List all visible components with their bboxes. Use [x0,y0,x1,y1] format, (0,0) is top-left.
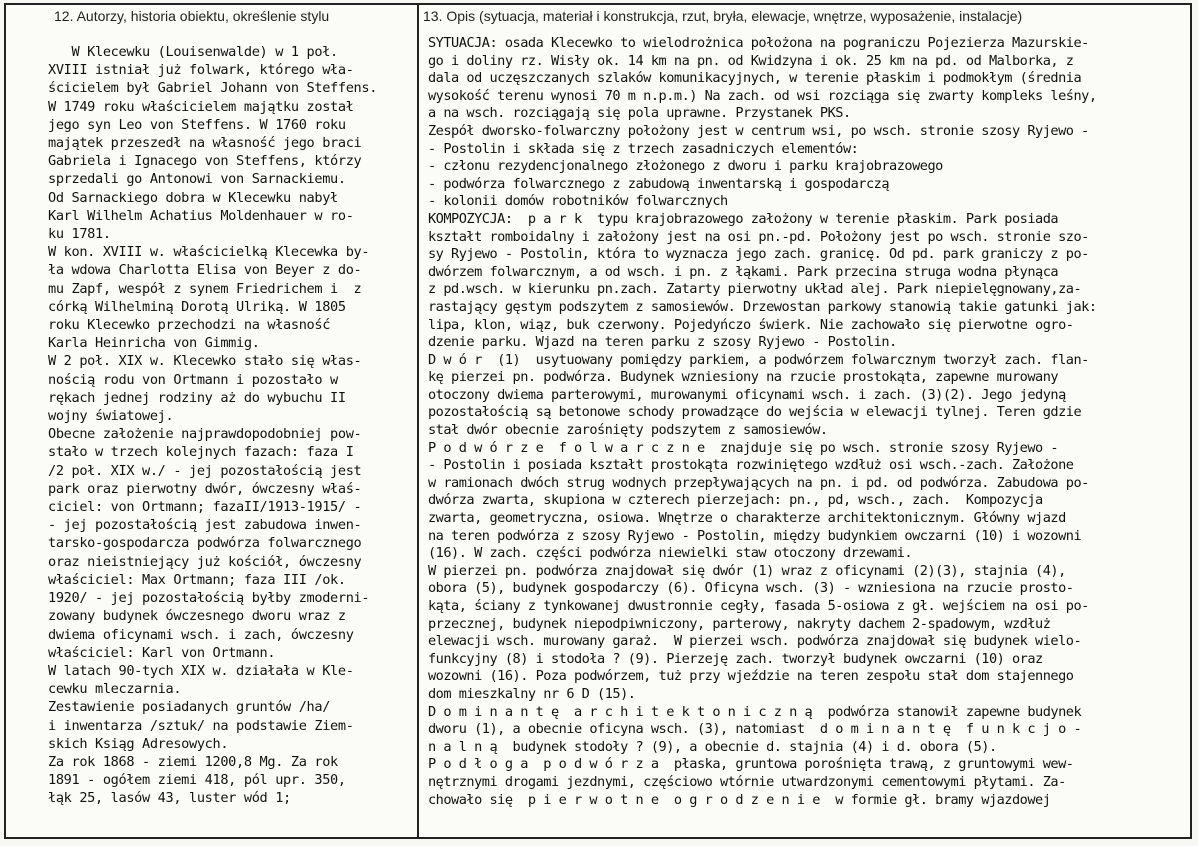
text-line: Za rok 1868 - ziemi 1200,8 Mg. Za rok [48,753,338,770]
text-line: 1920/ - jej pozostałością byłby zmoderni- [48,590,370,607]
text-line: sy Ryjewo - Postolin, która to wyznacza jego zach. granicę. Od pd. park graniczy z po- [428,246,1089,263]
text-line: wojny światowej. [48,408,174,425]
text-line: D w ó r (1) usytuowany pomiędzy parkiem, a podwórzem folwarcznym tworzył zach. flan- [428,351,1089,368]
text-line: - Postolin i posiada kształt prostokąta rozwiniętego wzdłuż osi wsch.-zach. Założone [428,457,1074,474]
text-line: ku 1781. [48,226,111,243]
text-line: D o m i n a n t ę a r c h i t e k t o n i c z n ą podwórza stanowił zapewne budynek [428,703,1082,720]
description-text [428,35,1190,809]
text-line: wysokość terenu wynosi 70 m n.p.m.) Na zach. od wsi rozciąga się zwarty kompleks leśny, [428,87,1097,104]
text-line: P o d ł o g a p o d w ó r z a płaska, gruntowa porośnięta trawą, z gruntowymi wew- [428,756,1074,773]
text-line: właściciel: Max Ortmann; faza III /ok. [48,571,346,588]
history-text [48,43,408,808]
text-line: - członu rezydencjonalnego złożonego z dworu i parku krajobrazowego [428,158,943,175]
text-line: jego syn Leo von Steffens. W 1760 roku [48,116,346,133]
text-line: - podwórza folwarcznego z zabudową inwentarską i gospodarczą [428,175,890,192]
text-line: 1891 - ogółem ziemi 418, pól upr. 350, [48,772,346,789]
text-line: W pierzei pn. podwórza znajdował się dwór (1) wraz z oficynami (2)(3), stajnia (4), [428,562,1066,579]
text-line: rękach jednej rodziny aż do wybuchu II [48,389,346,406]
text-line: przecznej, budynek niepodpiwniczony, parterowy, nakryty dachem 2-spadowym, wzdłuż [428,615,1051,632]
text-line: P o d w ó r z e f o l w a r c z n e znajduje się po wsch. stronie szosy Ryjewo - [428,439,1059,456]
text-line: skich Ksiąg Adresowych. [48,735,229,752]
text-line: W latach 90-tych XIX w. działała w Kle- [48,662,354,679]
text-line: W 1749 roku właścicielem majątku został [48,98,354,115]
text-line: łąk 25, lasów 43, luster wód 1; [48,790,291,807]
text-line: ciciel: von Ortmann; fazaII/1913-1915/ - [48,499,362,516]
text-line: właściciel: Karl von Ortmann. [48,644,276,661]
text-line: - kolonii domów robotników folwarcznych [428,193,728,210]
text-line: dwórzem folwarcznym, a od wsch. i pn. z łąkami. Park przecina struga wodna płynąca [428,263,1059,280]
text-line: (16). W zach. części podwórza niewielki staw otoczony drzewami. [428,545,913,562]
record-card-sheet [4,3,1192,839]
text-line: Od Sarnackiego dobra w Klecewku nabył [48,189,338,206]
text-line: na teren podwórza z szosy Ryjewo - Postolin, między budynkiem owczarni (10) i wozowni [428,527,1082,544]
text-line: obora (5), budynek gospodarczy (6). Oficyna wsch. (3) - wzniesiona na rzucie prosto- [428,580,1074,597]
text-line: Gabriela i Ignacego von Steffens, którzy [48,153,362,170]
text-line: park oraz pierwotny dwór, ówczesny właś- [48,480,362,497]
text-line: - jej pozostałością jest zabudowa inwen- [48,517,362,534]
text-line: Zestawienie posiadanych gruntów /ha/ [48,699,331,716]
column-divider [417,5,419,837]
text-line: tarsko-gospodarcza podwórza folwarcznego [48,535,362,552]
text-line: stało w trzech kolejnych fazach: faza I [48,444,354,461]
text-line: KOMPOZYCJA: p a r k typu krajobrazowego założony w terenie płaskim. Park posiada [428,210,1059,227]
text-line: zowany budynek ówczesnego dworu wraz z [48,608,346,625]
text-line: oraz nieistniejący już kościół, ówczesny [48,553,362,570]
text-line: SYTUACJA: osada Klecewko to wielodrożnica położona na pograniczu Pojezierza Mazurskie- [428,35,1089,51]
text-line: dom mieszkalny nr 6 D (15). [428,685,636,702]
text-line: wozowni (16). Poza podwórzem, tuż przy wjeździe na teren zespołu stał dom stajennego [428,668,1074,685]
text-line: zwarta, geometryczna, osiowa. Wnętrze o charakterze architektonicznym. Główny wjazd [428,510,1066,527]
text-line: rastający gęstym podszytem z samosiewów. Drzewostan parkowy stanowią takie gatunki jak: [428,298,1097,315]
text-line: Karl Wilhelm Achatius Moldenhauer w ro- [48,207,354,224]
text-line: go i doliny rz. Wisły ok. 14 km na pn. od Kwidzyna i ok. 25 km na pd. od Malborka, z [428,52,1074,69]
text-line: a na wsch. rozciągają się pola uprawne. Przystanek PKS. [428,105,851,122]
text-line: kąta, ściany z tynkowanej dwustronnie cegły, fasada 5-osiowa z gł. wejściem na osi po- [428,598,1089,614]
text-line: dwiema oficynami wsch. i zach, ówczesny [48,626,354,643]
text-line: W kon. XVIII w. właścicielką Klecewka by- [48,244,370,261]
text-line: stał dwór obecnie zarośnięty podszytem z samosiewów. [428,422,828,439]
text-line: kę pierzei pn. podwórza. Budynek wzniesiony na rzucie prostokąta, zapewne murowany [428,369,1059,386]
text-line: lipa, klon, wiąz, buk czerwony. Pojedyńczo świerk. Nie zachowało się pierwotne ogro- [428,316,1074,333]
text-line: ścicielem był Gabriel Johann von Steffens. [48,80,378,97]
text-line: ła wdowa Charlotta Elisa von Beyer z do- [48,262,362,279]
text-line: majątek przeszedł na własność jego braci [48,135,362,152]
text-line: W Klecewku (Louisenwalde) w 1 poł. [48,44,338,60]
text-line: Karla Heinricha von Gimmig. [48,335,260,352]
text-line: Obecne założenie najprawdopodobniej pow- [48,426,362,443]
text-line: funkcyjny (8) i stodoła ? (9). Pierzeję zach. tworzył budynek owczarni (10) oraz [428,650,1043,667]
text-line: córką Wilhelminą Dorotą Ulriką. W 1805 [48,298,346,315]
text-line: dworu (1), a obecnie oficyna wsch. (3), natomiast d o m i n a n t ę f u n k c j o - [428,721,1082,738]
text-line: nością rodu von Ortmann i pozostało w [48,371,338,388]
text-line: cewku mleczarnia. [48,681,182,698]
text-line: nętrznymi drogami jezdnymi, częściowo wtórnie utwardzonymi cementowymi płytami. Za- [428,773,1066,790]
text-line: W 2 poł. XIX w. Klecewko stało się włas- [48,353,362,370]
text-line: chowało się p i e r w o t n e o g r o d z e n i e w formie gł. bramy wjazdowej [428,791,1051,808]
text-line: /2 poł. XIX w./ - jej pozostałością jest [48,462,362,479]
text-line: dzenie parku. Wjazd na teren parku z szosy Ryjewo - Postolin. [428,334,897,351]
text-line: n a l n ą budynek stodoły ? (9), a obecnie d. stajnia (4) i d. obora (5). [428,738,997,755]
text-line: pozostałością są betonowe schody prowadzące do wejścia w elewacji tylnej. Teren gdzie [428,404,1082,421]
right-section-header: 13. Opis (sytuacja, materiał i konstrukcja, rzut, bryła, elewacje, wnętrze, wyposażenie, instalacje) [423,8,1023,24]
text-line: sprzedali go Antonowi von Sarnackiemu. [48,171,346,188]
text-line: XVIII istniał już folwark, którego wła- [48,62,354,79]
text-line: i inwentarza /sztuk/ na podstawie Ziem- [48,717,354,734]
text-line: dwórza zwarta, skupiona w czterech pierzejach: pn., pd, wsch., zach. Kompozycja [428,492,1043,509]
text-line: roku Klecewko przechodzi na własność [48,317,331,334]
text-line: elewacji wsch. murowany garaż. W pierzei wsch. podwórza znajdował się budynek wielo- [428,633,1082,650]
text-line: w ramionach dwóch strug wodnych przepływających na pn. i pd. od podwórza. Zabudowa po- [428,474,1089,491]
text-line: Zespół dworsko-folwarczny położony jest w centrum wsi, po wsch. stronie szosy Ryjewo - [428,122,1089,139]
text-line: z pd.wsch. w kierunku pn.zach. Zatarty pierwotny układ alej. Park niepielęgnowany,za- [428,281,1082,298]
text-line: - Postolin i składa się z trzech zasadniczych elementów: [428,140,859,157]
text-line: otoczony dwiema parterowymi, murowanymi oficynami wsch. i zach. (3)(2). Jego jedyną [428,386,1066,403]
text-line: dala od uczęszczanych szlaków komunikacyjnych, w terenie płaskim i podmokłym (średnia [428,70,1082,87]
left-section-header: 12. Autorzy, historia obiektu, określenie stylu [54,8,330,24]
text-line: kształt romboidalny i założony jest na osi pn.-pd. Położony jest po wsch. stronie szo- [428,228,1089,245]
text-line: mu Zapf, wespół z synem Friedrichem i z [48,280,362,297]
